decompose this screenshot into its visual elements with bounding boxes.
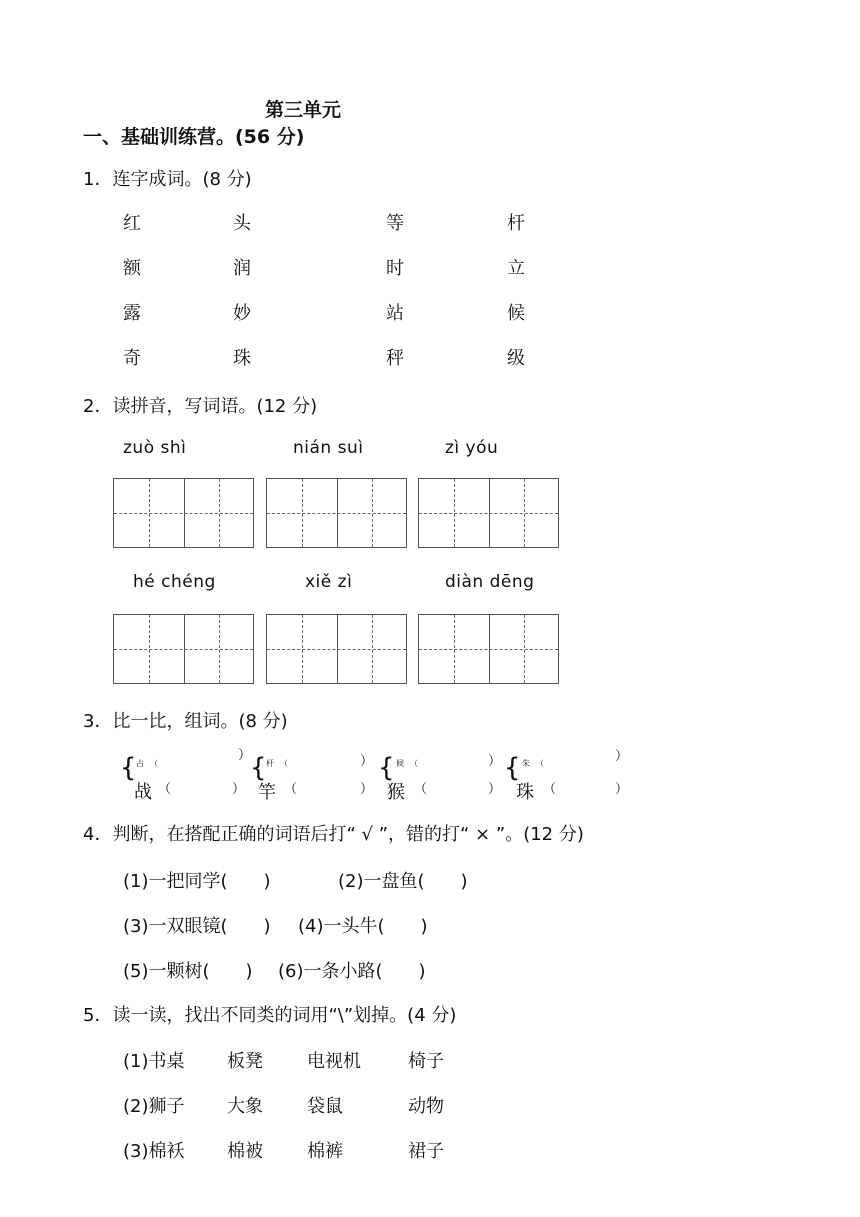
word-item[interactable]: (3)棉袄: [123, 1141, 185, 1162]
word-item[interactable]: 袋鼠: [307, 1096, 343, 1117]
compare-top-2: 杆: [266, 759, 274, 768]
compare-bottom-1: 战: [134, 782, 152, 803]
paren-open: （: [536, 759, 544, 768]
paren-close: ）: [360, 782, 374, 797]
compare-top-3: 候: [396, 759, 404, 768]
char-item[interactable]: 妙: [233, 303, 251, 324]
compare-bottom-4: 珠: [516, 782, 534, 803]
brace-4: {: [504, 753, 521, 783]
pinyin-4: hé chéng: [133, 572, 216, 592]
word-item[interactable]: 棉被: [227, 1141, 263, 1162]
word-item[interactable]: 棉裤: [307, 1141, 343, 1162]
judge-item-2[interactable]: (2)一盘鱼( ): [338, 871, 468, 892]
char-item[interactable]: 秤: [386, 348, 404, 369]
char-item[interactable]: 站: [386, 303, 404, 324]
paren-close: ）: [360, 754, 374, 769]
paren-open: （: [280, 759, 288, 768]
question-3-label: 3．比一比，组词。(8 分): [83, 711, 288, 732]
char-item[interactable]: 级: [507, 348, 525, 369]
char-item[interactable]: 额: [123, 258, 141, 279]
paren-open: （: [158, 782, 172, 797]
question-2-label: 2．读拼音，写词语。(12 分): [83, 396, 318, 417]
word-item[interactable]: (2)狮子: [123, 1096, 185, 1117]
writing-grid[interactable]: [266, 478, 407, 548]
word-item[interactable]: 动物: [408, 1096, 444, 1117]
brace-2: {: [250, 753, 267, 783]
judge-item-3[interactable]: (3)一双眼镜( ): [123, 916, 271, 937]
compare-top-1: 占: [136, 759, 144, 768]
paren-close: ）: [238, 748, 252, 763]
paren-close: ）: [232, 782, 246, 797]
char-item[interactable]: 候: [507, 303, 525, 324]
char-item[interactable]: 奇: [123, 348, 141, 369]
word-item[interactable]: (1)书桌: [123, 1051, 185, 1072]
char-item[interactable]: 立: [507, 258, 525, 279]
paren-open: （: [410, 759, 418, 768]
judge-item-5[interactable]: (5)一颗树( ): [123, 961, 253, 982]
compare-bottom-3: 猴: [387, 782, 405, 803]
word-item[interactable]: 椅子: [408, 1051, 444, 1072]
writing-grid[interactable]: [418, 478, 559, 548]
paren-open: （: [150, 759, 158, 768]
compare-bottom-2: 竿: [258, 782, 276, 803]
question-5-label: 5．读一读，找出不同类的词用“\”划掉。(4 分): [83, 1005, 457, 1026]
char-item[interactable]: 时: [386, 258, 404, 279]
writing-grid[interactable]: [418, 614, 559, 684]
paren-open: （: [543, 782, 557, 797]
char-item[interactable]: 头: [233, 213, 251, 234]
page-title: 第三单元: [265, 99, 342, 121]
paren-close: ）: [488, 782, 502, 797]
question-4-label: 4．判断，在搭配正确的词语后打“ √ ”，错的打“ × ”。(12 分): [83, 824, 584, 845]
compare-top-4: 朱: [522, 759, 530, 768]
word-item[interactable]: 大象: [227, 1096, 263, 1117]
paren-close: ）: [615, 782, 629, 797]
writing-grid[interactable]: [113, 478, 254, 548]
pinyin-1: zuò shì: [123, 438, 187, 458]
pinyin-5: xiě zì: [305, 572, 353, 592]
pinyin-3: zì yóu: [445, 438, 499, 458]
brace-1: {: [120, 753, 137, 783]
char-item[interactable]: 等: [386, 213, 404, 234]
judge-item-1[interactable]: (1)一把同学( ): [123, 871, 271, 892]
paren-close: ）: [488, 754, 502, 769]
writing-grid[interactable]: [266, 614, 407, 684]
brace-3: {: [378, 753, 395, 783]
paren-close: ）: [615, 749, 629, 764]
char-item[interactable]: 润: [233, 258, 251, 279]
section-heading: 一、基础训练营。(56 分): [83, 126, 305, 148]
judge-item-6[interactable]: (6)一条小路( ): [278, 961, 426, 982]
char-item[interactable]: 露: [123, 303, 141, 324]
char-item[interactable]: 珠: [233, 348, 251, 369]
paren-open: （: [414, 782, 428, 797]
char-item[interactable]: 杆: [507, 213, 525, 234]
pinyin-6: diàn dēng: [445, 572, 535, 592]
word-item[interactable]: 裙子: [408, 1141, 444, 1162]
pinyin-2: nián suì: [293, 438, 364, 458]
paren-open: （: [284, 782, 298, 797]
char-item[interactable]: 红: [123, 213, 141, 234]
judge-item-4[interactable]: (4)一头牛( ): [298, 916, 428, 937]
writing-grid[interactable]: [113, 614, 254, 684]
question-1-label: 1．连字成词。(8 分): [83, 169, 252, 190]
word-item[interactable]: 板凳: [227, 1051, 263, 1072]
word-item[interactable]: 电视机: [307, 1051, 361, 1072]
